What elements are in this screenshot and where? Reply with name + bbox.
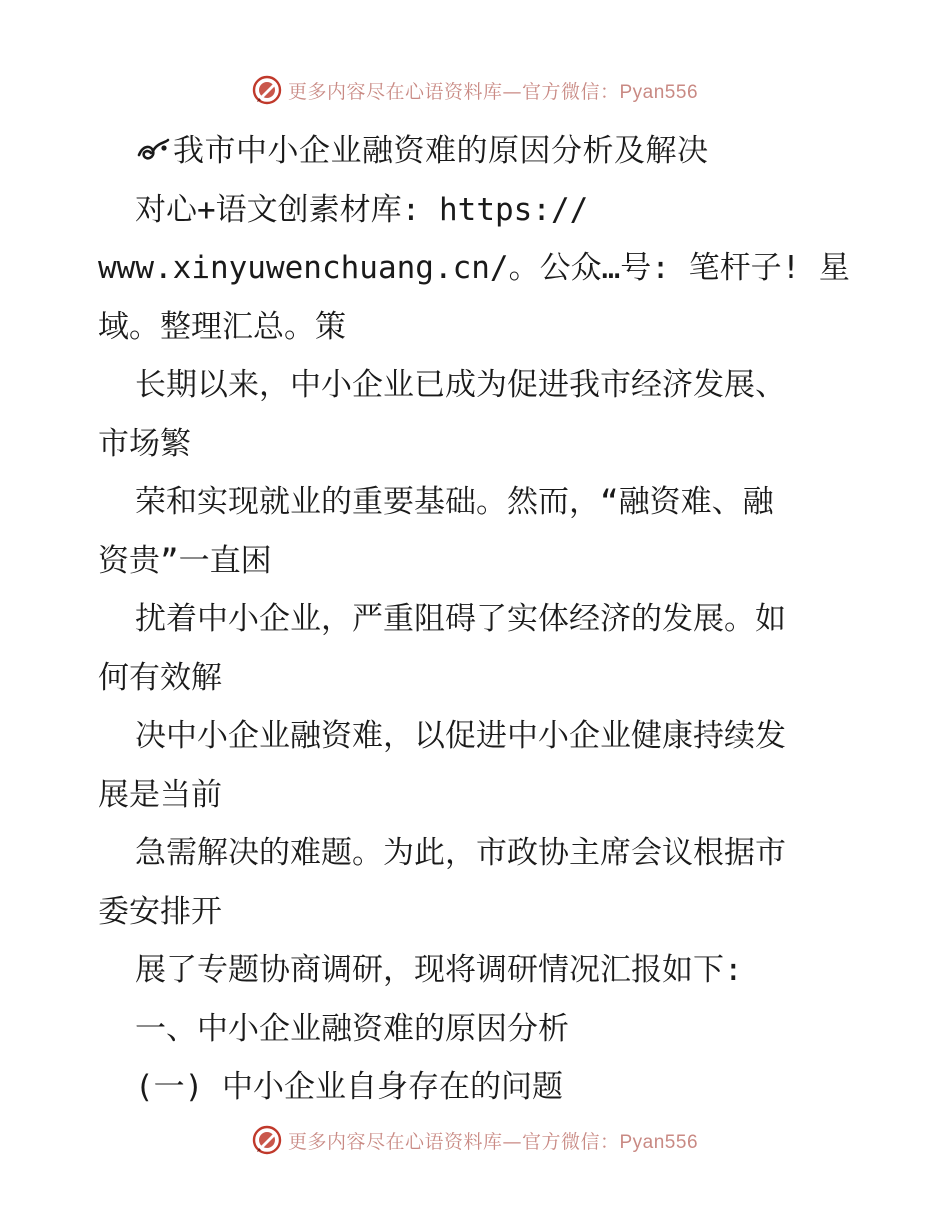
text-line: 域。整理汇总。策	[98, 308, 346, 345]
footer-watermark	[0, 1120, 950, 1160]
flourish-icon	[135, 135, 171, 165]
section-heading: 一、中小企业融资难的原因分析	[135, 1010, 569, 1047]
text-line: 决中小企业融资难，以促进中小企业健康持续发	[135, 718, 786, 754]
header-watermark	[0, 70, 950, 110]
document-title: 我市中小企业融资难的原因分析及解决	[98, 122, 858, 181]
text-line: 市场繁	[98, 425, 191, 462]
text-line: www.xinyuwenchuang.cn/。公众…号: 笔杆子! 星	[98, 250, 850, 286]
text-line: 委安排开	[98, 893, 222, 930]
text-line: 资贵”一直困	[98, 542, 272, 579]
footer-watermark-text: 更多内容尽在心语资料库—官方微信：Pyan556	[287, 1130, 699, 1153]
text-line: 荣和实现就业的重要基础。然而，“融资难、融	[135, 484, 774, 520]
pen-logo-icon	[252, 75, 282, 105]
text-line: 急需解决的难题。为此，市政协主席会议根据市	[135, 835, 786, 871]
header-watermark-text: 更多内容尽在心语资料库—官方微信：Pyan556	[287, 80, 699, 103]
subsection-heading: (一) 中小企业自身存在的问题	[135, 1069, 563, 1105]
text-line: 扰着中小企业，严重阻碍了实体经济的发展。如	[135, 601, 786, 637]
text-line: 何有效解	[98, 659, 222, 696]
text-line: 展是当前	[98, 776, 222, 813]
text-line: 对心+语文创素材库: https://	[135, 191, 589, 228]
pen-logo-icon	[252, 1125, 282, 1155]
text-line: 长期以来，中小企业已成为促进我市经济发展、	[135, 367, 786, 403]
text-line: 展了专题协商调研，现将调研情况汇报如下:	[135, 952, 743, 988]
document-body	[98, 122, 858, 1117]
